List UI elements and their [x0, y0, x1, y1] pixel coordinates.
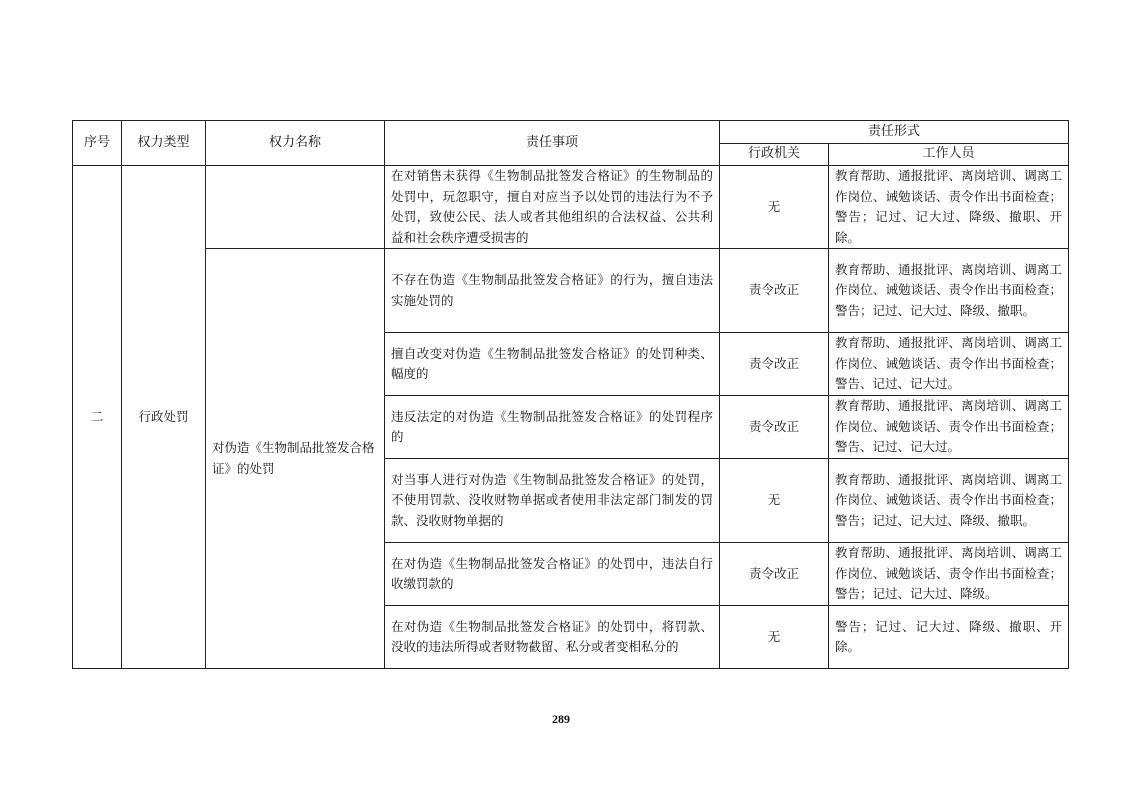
- group-power-type: 行政处罚: [122, 166, 206, 669]
- staff-form: 教育帮助、通报批评、离岗培训、调离工作岗位、诫勉谈话、责令作出书面检查；警告、记过、记大过。: [829, 333, 1069, 396]
- agency-form: 责令改正: [720, 249, 829, 333]
- agency-form: 无: [720, 459, 829, 543]
- responsibility-item: 在对销售未获得《生物制品批签发合格证》的生物制品的处罚中，玩忽职守，擅自对应当予以处罚的违法行为不予处罚，致使公民、法人或者其他组织的合法权益、公共利益和社会秩序遭受损害的: [385, 166, 720, 249]
- table-row: [73, 249, 1069, 333]
- agency-form: 责令改正: [720, 396, 829, 459]
- power-name-empty: [206, 166, 385, 249]
- page-number: 289: [552, 712, 570, 726]
- responsibility-item: 不存在伪造《生物制品批签发合格证》的行为，擅自违法实施处罚的: [385, 249, 720, 333]
- agency-form: 无: [720, 606, 829, 669]
- responsibility-item: 擅自改变对伪造《生物制品批签发合格证》的处罚种类、幅度的: [385, 333, 720, 396]
- staff-form: 教育帮助、通报批评、离岗培训、调离工作岗位、诫勉谈话、责令作出书面检查；警告；记过、记大过、降级、撤职、开除。: [829, 166, 1069, 249]
- staff-form: 教育帮助、通报批评、离岗培训、调离工作岗位、诫勉谈话、责令作出书面检查；警告；记过、记大过、降级、撤职。: [829, 249, 1069, 333]
- header-power-name: 权力名称: [206, 121, 385, 166]
- responsibility-item: 违反法定的对伪造《生物制品批签发合格证》的处罚程序的: [385, 396, 720, 459]
- group-seq: 二: [73, 166, 122, 669]
- header-responsibility-item: 责任事项: [385, 121, 720, 166]
- responsibility-item: 在对伪造《生物制品批签发合格证》的处罚中，将罚款、没收的违法所得或者财物截留、私分或者变相私分的: [385, 606, 720, 669]
- header-staff: 工作人员: [829, 144, 1069, 166]
- group-power-name: 对伪造《生物制品批签发合格证》的处罚: [206, 249, 385, 669]
- responsibility-item: 在对伪造《生物制品批签发合格证》的处罚中，违法自行收缴罚款的: [385, 543, 720, 606]
- staff-form: 教育帮助、通报批评、离岗培训、调离工作岗位、诫勉谈话、责令作出书面检查；警告、记过、记大过。: [829, 396, 1069, 459]
- agency-form: 责令改正: [720, 333, 829, 396]
- table-row: [73, 166, 1069, 249]
- header-power-type: 权力类型: [122, 121, 206, 166]
- header-agency: 行政机关: [720, 144, 829, 166]
- staff-form: 教育帮助、通报批评、离岗培训、调离工作岗位、诫勉谈话、责令作出书面检查；警告；记过、记大过、降级、撤职。: [829, 459, 1069, 543]
- responsibility-table: [72, 120, 1069, 669]
- agency-form: 责令改正: [720, 543, 829, 606]
- agency-form: 无: [720, 166, 829, 249]
- header-seq: 序号: [73, 121, 122, 166]
- staff-form: 警告；记过、记大过、降级、撤职、开除。: [829, 606, 1069, 669]
- responsibility-item: 对当事人进行对伪造《生物制品批签发合格证》的处罚，不使用罚款、没收财物单据或者使用非法定部门制发的罚款、没收财物单据的: [385, 459, 720, 543]
- header-responsibility-form: 责任形式: [720, 121, 1069, 144]
- staff-form: 教育帮助、通报批评、离岗培训、调离工作岗位、诫勉谈话、责令作出书面检查；警告；记过、记大过、降级。: [829, 543, 1069, 606]
